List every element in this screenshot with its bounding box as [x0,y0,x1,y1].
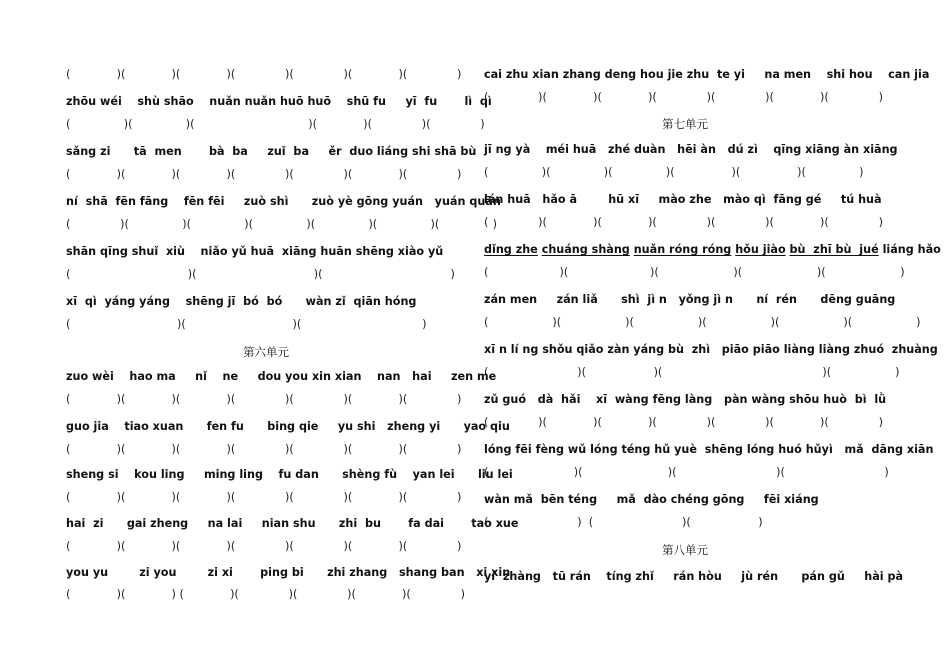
pinyin-row: cai zhu xian zhang deng hou jie zhu te yi na men shi hou can jia [484,68,930,81]
answer-brackets: ( )( )( )( )( )( )( ) [484,216,883,229]
answer-brackets: ( )( )( ) [66,318,427,331]
pinyin-row: you yu zi you zi xi ping bi zhi zhang shang ban xi xin [66,566,511,579]
pinyin-row: sǎng zi tā men bà ba zuǐ ba ěr duo liáng shi shā bù [66,145,477,158]
pinyin-row: xī n lí ng shǒu qiǎo zàn yáng bù zhì piāo piāo liàng liàng zhuó zhuàng [484,343,938,356]
pinyin-row: jī ng yà méi huā zhé duàn hēi àn dú zì qīng xiāng àn xiāng [484,143,898,156]
answer-brackets: ( )( )( )( )( )( )( ) [66,443,462,456]
pinyin-row: shān qīng shuǐ xiù niǎo yǔ huā xiāng huān shēng xiào yǔ [66,245,444,258]
answer-brackets: ( )( )( )( )( )( )( ) [66,491,462,504]
pinyin-row: xī qì yáng yáng shēng jī bó bó wàn zǐ qiān hóng [66,295,417,308]
answer-brackets: ( )( )( )( )( )( )( ) [66,218,497,231]
answer-brackets: ( )( )( )( )( )( )( ) [484,416,883,429]
unit-heading: 第七单元 [662,117,708,131]
answer-brackets: ( )( )( )( )( )( )( ) [66,168,462,181]
pinyin-word: nuǎn róng róng [633,243,732,256]
pinyin-word: bù zhī bù jué [789,243,879,256]
unit-heading: 第八单元 [662,543,708,557]
answer-brackets: ( )( )( )( ) [484,466,889,479]
pinyin-word: dǐng zhe [484,243,538,256]
pinyin-word: liáng hǎo [882,243,941,256]
answer-brackets: ( ) ( )( ) [484,516,763,529]
pinyin-word: chuáng shàng [541,243,630,256]
pinyin-row: wàn mǎ bēn téng mǎ dào chéng gōng fēi xiáng [484,493,819,506]
answer-brackets: ( )( ) ( )( )( )( )( ) [66,588,465,601]
pinyin-row: zǔ guó dà hǎi xī wàng fēng làng pàn wàng shōu huò bì lǜ [484,393,887,406]
answer-brackets: ( )( )( )( )( ) [484,266,905,279]
answer-brackets: ( )( )( )( )( )( ) [66,118,485,131]
pinyin-row: lán huā hǎo ā hū xī mào zhe mào qì fāng gé tú huà [484,193,882,206]
pinyin-row: lóng fēi fèng wǔ lóng téng hǔ yuè shēng lóng huó hǔyì mǎ dāng xiān [484,443,934,456]
pinyin-row: guo jia tiao xuan fen fu bing qie yu shi zheng yi yao qiu [66,420,510,433]
answer-brackets: ( )( )( )( )( )( ) [484,166,864,179]
pinyin-row [484,243,941,257]
pinyin-row: hai zi gai zheng na lai nian shu zhi bu fa dai tao xue [66,517,519,530]
pinyin-row: zuo wèi hao ma nǐ ne dou you xin xian nan hai zen me [66,370,497,383]
answer-brackets: ( )( )( )( )( )( )( ) [66,68,462,81]
answer-brackets: ( )( )( )( ) [484,366,900,379]
answer-brackets: ( )( )( )( )( )( )( ) [66,540,462,553]
pinyin-row: ní shā fēn fāng fēn fēi zuò shì zuò yè gōng yuán yuán quān [66,195,501,208]
answer-brackets: ( )( )( )( )( )( )( ) [66,393,462,406]
answer-brackets: ( )( )( )( )( )( ) [484,316,921,329]
pinyin-row: zán men zán liǎ shì jì n yǒng jì n ní rén dēng guāng [484,293,896,306]
pinyin-row: zhōu wéi shù shāo nuǎn nuǎn huō huō shū fu yī fu lì qì [66,95,492,108]
pinyin-word: hǒu jiào [735,243,786,256]
pinyin-row: yí zhàng tū rán tíng zhǐ rán hòu jù rén pán gǔ hài pà [484,570,904,583]
answer-brackets: ( )( )( ) [66,268,455,281]
pinyin-row: sheng si kou ling ming ling fu dan shèng fù yan lei liu lei [66,468,513,481]
answer-brackets: ( )( )( )( )( )( )( ) [484,91,883,104]
unit-heading: 第六单元 [243,345,289,359]
